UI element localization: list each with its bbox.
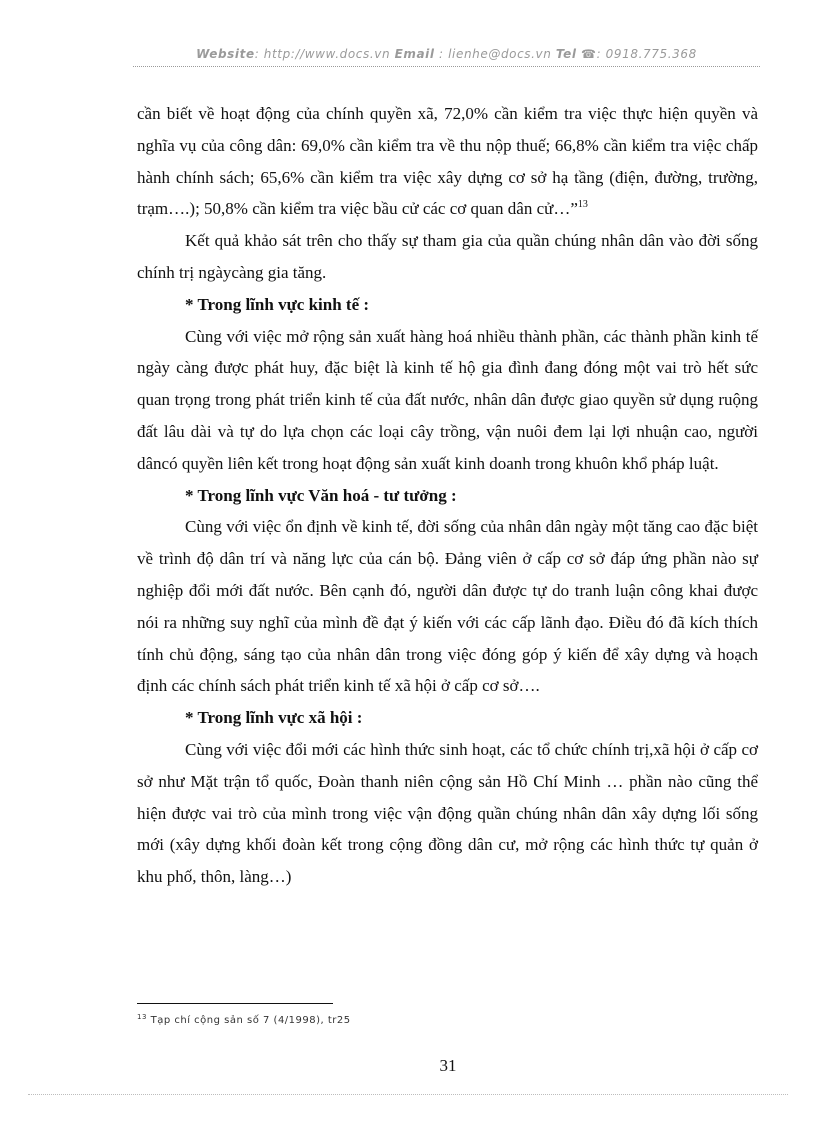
footnote-text: Tạp chí cộng sản số 7 (4/1998), tr25 [146,1015,351,1026]
paragraph-conclusion: Kết quả khảo sát trên cho thấy sự tham gia của quần chúng nhân dân vào đời sống chính trị ngàycàng gia tăng. [137,231,758,282]
paragraph-culture: Cùng với việc ổn định về kinh tế, đời sống của nhân dân ngày một tăng cao đặc biệt về trình độ dân trí và năng lực của cán bộ. Đảng viên ở cấp cơ sở đáp ứng phần nào sự nghiệp đổi mới đất nước. Bên cạnh đó, người dân được tự do tranh luận công khai được nói ra những suy nghĩ của mình đề đạt ý kiến với các cấp lãnh đạo. Điều đó đã kích thích tính chủ động, sáng tạo của nhân dân trong việc đóng góp ý kiến để xây dựng và hoạch định các chính sách phát triển kinh tế xã hội ở cấp cơ sở…. [137,517,758,696]
body-text [137,98,758,893]
paragraph-society: Cùng với việc đổi mới các hình thức sinh hoạt, các tổ chức chính trị,xã hội ở cấp cơ sở như Mặt trận tổ quốc, Đoàn thanh niên cộng sản Hồ Chí Minh … phần nào cũng thể hiện được vai trò của mình trong việc vận động quần chúng nhân dân xây dựng lối sống mới (xây dựng khối đoàn kết trong cộng đồng dân cư, mở rộng các hình thức tự quản ở khu phố, thôn, làng…) [137,739,758,887]
paragraph-survey-text: cần biết về hoạt động của chính quyền xã, 72,0% cần kiểm tra việc thực hiện quyền và nghĩa vụ của công dân: 69,0% cần kiểm tra về thu nộp thuế; 66,8% cần kiểm tra việc chấp hành chính sách; 65,6% cần kiểm tra việc xây dựng cơ sở hạ tầng (điện, đường, trường, trạm….); 50,8% cần kiểm tra việc bầu cử các cơ quan dân cử…” [137,104,758,219]
website-label: Website [196,47,255,61]
footnote-marker: 13 [137,1013,147,1021]
website-url[interactable]: http://www.docs.vn [263,47,391,61]
page-number: 31 [439,1056,457,1075]
footnote-divider [137,1003,333,1004]
email-separator: : [434,47,449,61]
footnote [137,1015,758,1026]
email-address[interactable]: lienhe@docs.vn [448,47,552,61]
telephone-icon: ☎ [581,47,597,61]
tel-label: Tel [555,47,577,61]
page-bottom-divider [28,1094,788,1095]
paragraph-survey-results [137,98,758,225]
heading-society: * Trong lĩnh vực xã hội : [185,708,363,728]
page-header [133,47,760,61]
heading-culture: * Trong lĩnh vực Văn hoá - tư tưởng : [185,485,457,505]
heading-economy: * Trong lĩnh vực kinh tế : [185,294,370,314]
paragraph-economy: Cùng với việc mở rộng sản xuất hàng hoá nhiều thành phần, các thành phần kinh tế ngày càng được phát huy, đặc biệt là kinh tế hộ gia đình đang đóng một vai trò hết sức quan trọng trong phát triển kinh tế của đất nước, nhân dân được giao quyền sử dụng ruộng đất lâu dài và tự do lựa chọn các loại cây trồng, vận nuôi đem lại lợi nhuận cao, người dâncó quyền liên kết trong hoạt động sản xuất kinh doanh trong khuôn khổ pháp luật. [137,326,758,473]
email-label: Email [394,47,435,61]
tel-number: : 0918.775.368 [596,47,697,61]
footnote-reference[interactable]: 13 [577,199,588,211]
website-separator: : [254,47,264,61]
header-divider [133,66,760,67]
